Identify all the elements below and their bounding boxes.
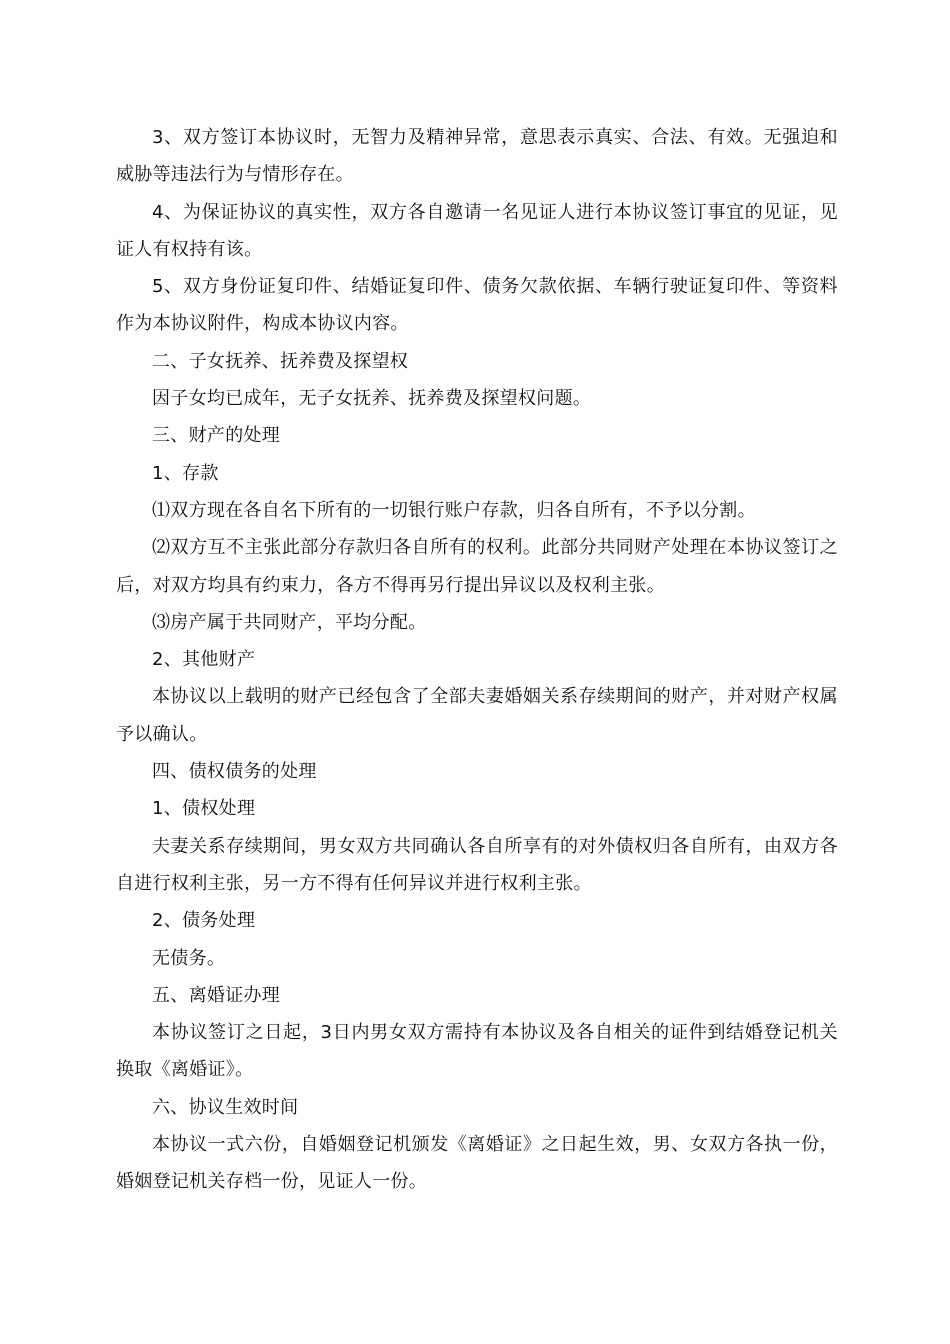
section-4-heading: 四、债权债务的处理: [152, 761, 317, 783]
clause-5-paragraph: 5、双方身份证复印件、结婚证复印件、债务欠款依据、车辆行驶证复印件、等资料作为本协议附件，构成本协议内容。: [116, 276, 838, 335]
section-5-paragraph: 本协议签订之日起，3日内男女双方需持有本协议及各自相关的证件到结婚登记机关换取《离婚证》。: [116, 1022, 838, 1081]
section-6-heading: 六、协议生效时间: [152, 1096, 299, 1118]
subsection-claims-heading: 1、债权处理: [152, 798, 256, 820]
deposits-item-3: ⑶房产属于共同财产，平均分配。: [152, 611, 427, 633]
section-3-heading: 三、财产的处理: [152, 425, 281, 447]
debts-paragraph: 无债务。: [152, 947, 226, 969]
document-body: [116, 119, 838, 1201]
subsection-deposits-heading: 1、存款: [152, 462, 219, 484]
section-5-heading: 五、离婚证办理: [152, 984, 281, 1006]
deposits-item-1: ⑴双方现在各自名下所有的一切银行账户存款，归各自所有，不予以分割。: [152, 499, 756, 521]
claims-paragraph: 夫妻关系存续期间，男女双方共同确认各自所享有的对外债权归各自所有，由双方各自进行权利主张，另一方不得有任何异议并进行权利主张。: [116, 835, 838, 894]
deposits-item-2: ⑵双方互不主张此部分存款归各自所有的权利。此部分共同财产处理在本协议签订之后，对双方均具有约束力，各方不得再另行提出异议以及权利主张。: [116, 537, 838, 596]
clause-4-paragraph: 4、为保证协议的真实性，双方各自邀请一名见证人进行本协议签订事宜的见证，见证人有权持有该。: [116, 201, 838, 260]
section-2-paragraph: 因子女均已成年，无子女抚养、抚养费及探望权问题。: [152, 388, 592, 410]
other-property-paragraph: 本协议以上载明的财产已经包含了全部夫妻婚姻关系存续期间的财产，并对财产权属予以确认。: [116, 686, 838, 745]
subsection-debts-heading: 2、债务处理: [152, 910, 256, 932]
subsection-other-property-heading: 2、其他财产: [152, 649, 256, 671]
section-6-paragraph: 本协议一式六份，自婚姻登记机颁发《离婚证》之日起生效，男、女双方各执一份，婚姻登记机关存档一份，见证人一份。: [116, 1134, 838, 1193]
clause-3-paragraph: 3、双方签订本协议时，无智力及精神异常，意思表示真实、合法、有效。无强迫和威胁等违法行为与情形存在。: [116, 127, 838, 186]
section-2-heading: 二、子女抚养、抚养费及探望权: [152, 350, 409, 372]
